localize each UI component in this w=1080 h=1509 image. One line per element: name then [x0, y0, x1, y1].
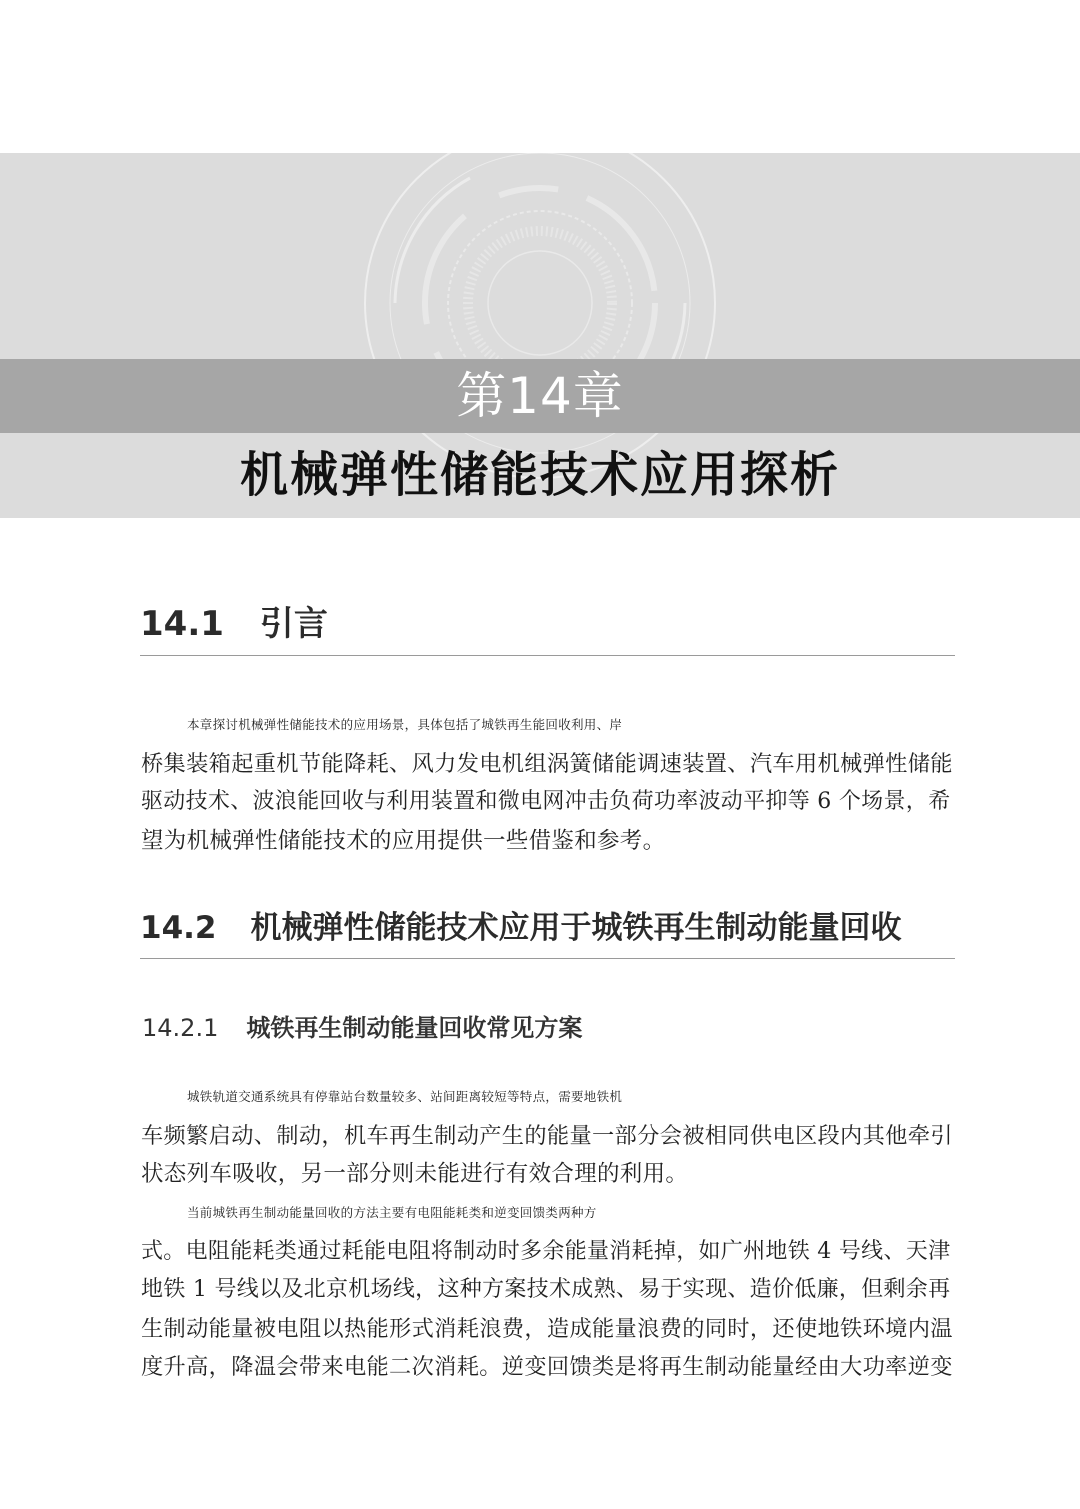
text-line: 驱动技术、波浪能回收与利用装置和微电网冲击负荷功率波动平抑等 6 个场景，希	[141, 789, 951, 815]
chapter-number: 第14章	[456, 367, 624, 425]
body-paragraph-2	[141, 1194, 956, 1387]
subsection-title: 城铁再生制动能量回收常见方案	[246, 1014, 583, 1042]
chapter-banner	[0, 153, 1080, 518]
text-line: 城铁轨道交通系统具有停靠站台数量较多、站间距离较短等特点，需要地铁机	[187, 1089, 623, 1104]
section-heading-14-1	[140, 602, 955, 646]
text-line: 生制动能量被电阻以热能形式消耗浪费，造成能量浪费的同时，还使地铁环境内温	[141, 1315, 953, 1342]
text-line: 地铁 1 号线以及北京机场线，这种方案技术成熟、易于实现、造价低廉，但剩余再	[141, 1277, 951, 1303]
intro-paragraph	[141, 706, 956, 860]
section-number: 14.2	[140, 910, 217, 946]
section-title: 机械弹性储能技术应用于城铁再生制动能量回收	[250, 910, 902, 946]
text-line: 式。电阻能耗类通过耗能电阻将制动时多余能量消耗掉，如广州地铁 4 号线、天津	[141, 1238, 951, 1264]
subsection-number: 14.2.1	[142, 1014, 219, 1042]
text-line: 望为机械弹性储能技术的应用提供一些借鉴和参考。	[141, 827, 666, 854]
chapter-title: 机械弹性储能技术应用探析	[239, 447, 840, 503]
text-line: 桥集装箱起重机节能降耗、风力发电机组涡簧储能调速装置、汽车用机械弹性储能	[141, 750, 953, 777]
section-heading-14-2	[140, 906, 955, 950]
text-line: 车频繁启动、制动，机车再生制动产生的能量一部分会被相同供电区段内其他牵引	[141, 1122, 953, 1149]
section-rule	[140, 655, 955, 656]
text-line: 本章探讨机械弹性储能技术的应用场景，具体包括了城铁再生能回收利用、岸	[187, 717, 623, 732]
section-title: 引言	[259, 604, 328, 644]
subsection-heading-14-2-1	[142, 1013, 957, 1043]
section-number: 14.1	[140, 604, 224, 644]
text-line: 度升高，降温会带来电能二次消耗。逆变回馈类是将再生制动能量经由大功率逆变	[141, 1354, 953, 1381]
body-paragraph-1	[141, 1078, 956, 1194]
text-line: 当前城铁再生制动能量回收的方法主要有电阻能耗类和逆变回馈类两种方	[187, 1205, 597, 1220]
section-rule	[140, 958, 955, 959]
text-line: 状态列车吸收，另一部分则未能进行有效合理的利用。	[141, 1161, 689, 1188]
